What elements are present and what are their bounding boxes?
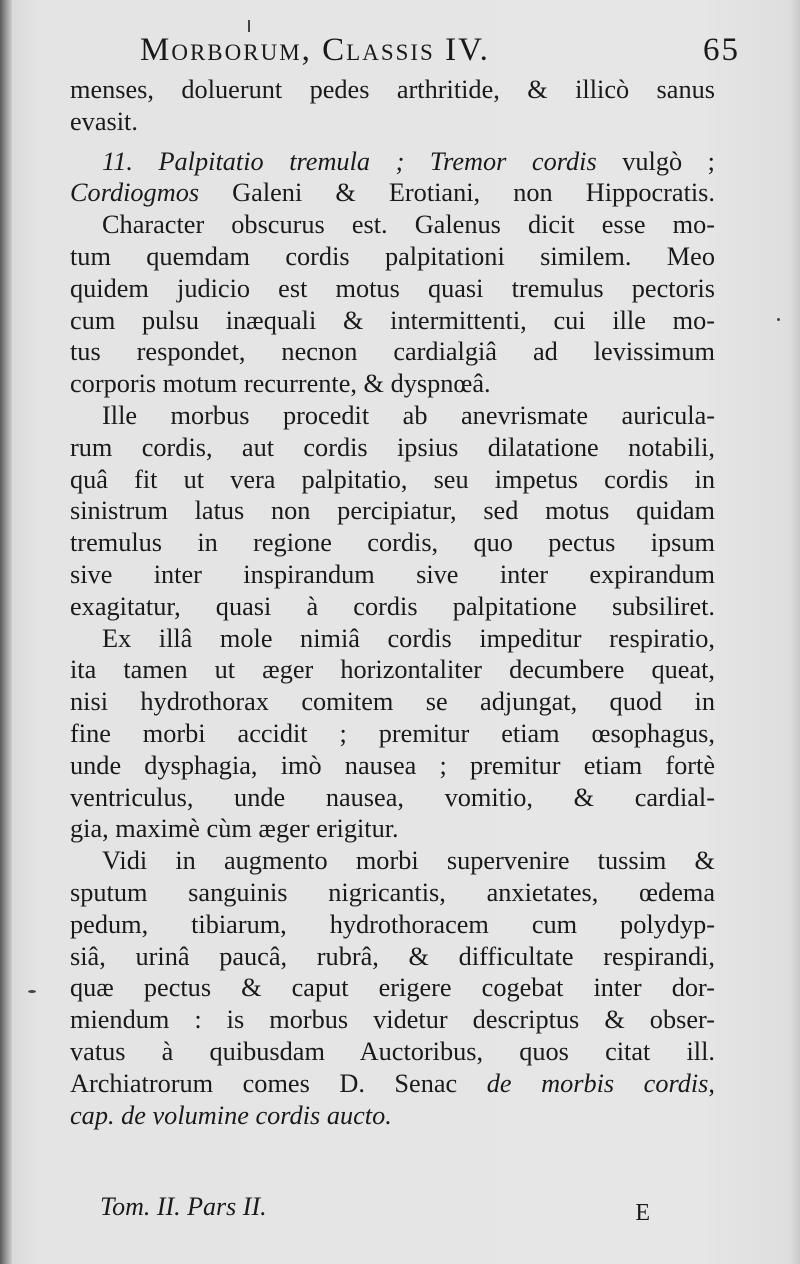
- text-line: Ex illâ mole nimiâ cordis impeditur respiratio,: [102, 623, 715, 653]
- text-line: Ille morbus procedit ab anevrismate auricula-: [102, 400, 715, 430]
- text-line: 11. Palpitatio tremula ; Tremor cordis vulgò ;: [102, 146, 715, 176]
- text-line: unde dysphagia, imò nausea ; premitur etiam fortè: [70, 750, 715, 780]
- text-line: Cordiogmos Galeni & Erotiani, non Hippocratis.: [70, 178, 715, 208]
- text-line: cum pulsu inæquali & intermittenti, cui ille mo-: [70, 305, 715, 335]
- text-line: tum quemdam cordis palpitationi similem. Meo: [70, 241, 715, 271]
- text-line-italic-part: 11. Palpitatio tremula ; Tremor cordis: [102, 146, 597, 176]
- text-line: evasit.: [70, 106, 138, 136]
- text-line: miendum : is morbus videtur descriptus & obser-: [70, 1005, 715, 1035]
- text-line: quidem judicio est motus quasi tremulus pectoris: [70, 273, 715, 303]
- signature-mark: E: [635, 1200, 650, 1226]
- text-line: tremulus in regione cordis, quo pectus ipsum: [70, 528, 715, 558]
- text-line: ventriculus, unde nausea, vomitio, & cardial-: [70, 782, 715, 812]
- text-line: gia, maximè cùm æger erigitur.: [70, 814, 399, 844]
- text-line: pedum, tibiarum, hydrothoracem cum polydyp-: [70, 909, 715, 939]
- text-line: exagitatur, quasi à cordis palpitatione subsiliret.: [70, 591, 715, 621]
- text-line: tus respondet, necnon cardialgiâ ad levissimum: [70, 337, 715, 367]
- text-line: ita tamen ut æger horizontaliter decumbere queat,: [70, 655, 715, 685]
- text-line: sputum sanguinis nigricantis, anxietates, œdema: [70, 877, 715, 907]
- volume-label: Tom. II. Pars II.: [100, 1192, 267, 1221]
- text-line: nisi hydrothorax comitem se adjungat, quod in: [70, 687, 715, 717]
- text-line: cap. de volumine cordis aucto.: [70, 1100, 392, 1130]
- body-text: [70, 74, 715, 1131]
- text-line: corporis motum recurrente, & dyspnœâ.: [70, 369, 491, 399]
- text-line: rum cordis, aut cordis ipsius dilatatione notabili,: [70, 432, 715, 462]
- page-gutter-shadow: [0, 0, 12, 1264]
- page-number: 65: [703, 32, 740, 68]
- running-head-title: Morborum, Classis IV.: [140, 32, 490, 68]
- text-line: siâ, urinâ paucâ, rubrâ, & difficultate respirandi,: [70, 941, 715, 971]
- text-line: Character obscurus est. Galenus dicit esse mo-: [102, 210, 715, 240]
- text-line: sinistrum latus non percipiatur, sed motus quidam: [70, 496, 715, 526]
- paper-speck: [28, 990, 36, 993]
- text-line: fine morbi accidit ; premitur etiam œsophagus,: [70, 718, 715, 748]
- text-line: menses, doluerunt pedes arthritide, & illicò sanus: [70, 75, 715, 104]
- paper-speck: [248, 20, 250, 32]
- paper-speck: [777, 318, 780, 321]
- text-line: Archiatrorum comes D. Senac de morbis cordis,: [70, 1068, 715, 1098]
- page-footer: [100, 1192, 650, 1228]
- text-line: sive inter inspirandum sive inter expirandum: [70, 559, 715, 589]
- text-line: quâ fit ut vera palpitatio, seu impetus cordis in: [70, 464, 715, 494]
- text-line: quæ pectus & caput erigere cogebat inter dor-: [70, 973, 715, 1003]
- text-line: vatus à quibusdam Auctoribus, quos citat ill.: [70, 1036, 715, 1066]
- running-head: [140, 32, 740, 80]
- text-line: Vidi in augmento morbi supervenire tussim &: [102, 846, 715, 876]
